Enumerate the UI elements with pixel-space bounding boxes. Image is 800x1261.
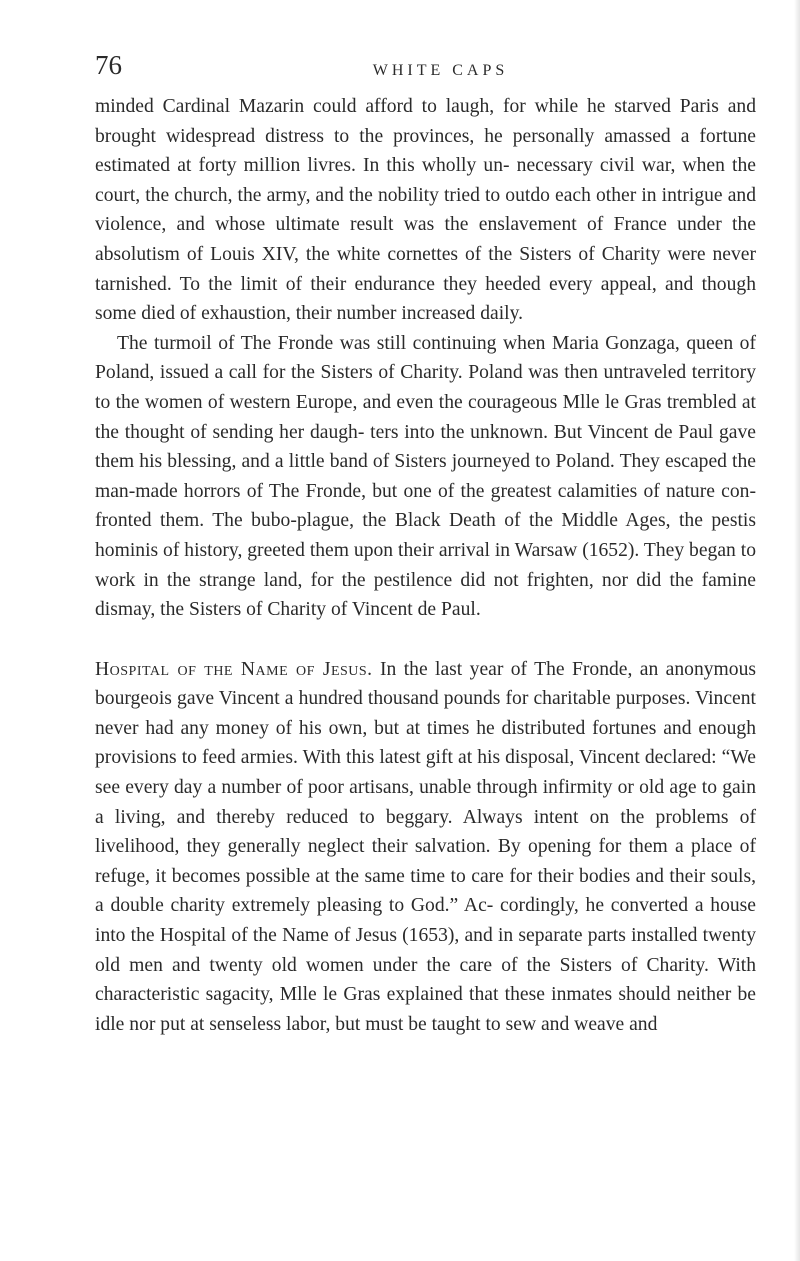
page-number: 76 bbox=[95, 50, 122, 80]
paragraph-mazarin: minded Cardinal Mazarin could afford to laugh, for while he starved Paris and brought widespread distress to the provinces, he personally amassed a fortune estimated at forty million livres. In this wholly un- necessary civil war, when the court, the church, the army, and the nobility tried to outdo each other in intrigue and violence, and whose ultimate result was the enslavement of France under the absolutism of Louis XIV, the white cornettes of the Sisters of Charity were never tarnished. To the limit of their endurance they heeded every appeal, and though some died of exhaustion, their number increased daily. bbox=[95, 96, 756, 325]
paragraph-hospital-text: In the last year of The Fronde, an anonymous bourgeois gave Vincent a hundred thousand pounds for charitable purposes. Vincent never had any money of his own, but at times he distributed fortunes and enough provisions to feed armies. With this latest gift at his disposal, Vincent declared: “We see every day a number of poor artisans, unable through infirmity or old age to gain a living, and thereby reduced to beggary. Always intent on the problems of livelihood, they generally neglect their salvation. By opening for them a place of refuge, it becomes possible at the same time to care for their bodies and their souls, a double charity extremely pleasing to God.” Ac- cordingly, he converted a house into the Hospital of the Name of Jesus (1653), and in separate parts installed twenty old men and twenty old women under the care of the Sisters of Charity. With characteristic sagacity, Mlle le Gras explained that these inmates should neither be idle nor put at senseless labor, but must be taught to sew and weave and bbox=[95, 658, 757, 1035]
section-break bbox=[95, 625, 756, 655]
page-header bbox=[95, 0, 756, 92]
paragraph-hospital bbox=[95, 655, 756, 1040]
page-edge-shadow bbox=[794, 0, 800, 1261]
paragraph-poland: The turmoil of The Fronde was still continuing when Maria Gonzaga, queen of Poland, issued a call for the Sisters of Charity. Poland was then untraveled territory to the women of western Europe, and even the courageous Mlle le Gras trembled at the thought of sending her daugh- ters into the unknown. But Vincent de Paul gave them his blessing, and a little band of Sisters journeyed to Poland. They escaped the man-made horrors of The Fronde, but one of the greatest calamities of nature con- fronted them. The bubo-plague, the Black Death of the Middle Ages, the pestis hominis of history, greeted them upon their arrival in Warsaw (1652). They began to work in the strange land, for the pestilence did not frighten, nor did the famine dismay, the Sisters of Charity of Vincent de Paul. bbox=[95, 332, 756, 621]
running-head: WHITE CAPS bbox=[372, 62, 509, 79]
section-heading: Hospital of the Name of Jesus. bbox=[95, 658, 373, 680]
